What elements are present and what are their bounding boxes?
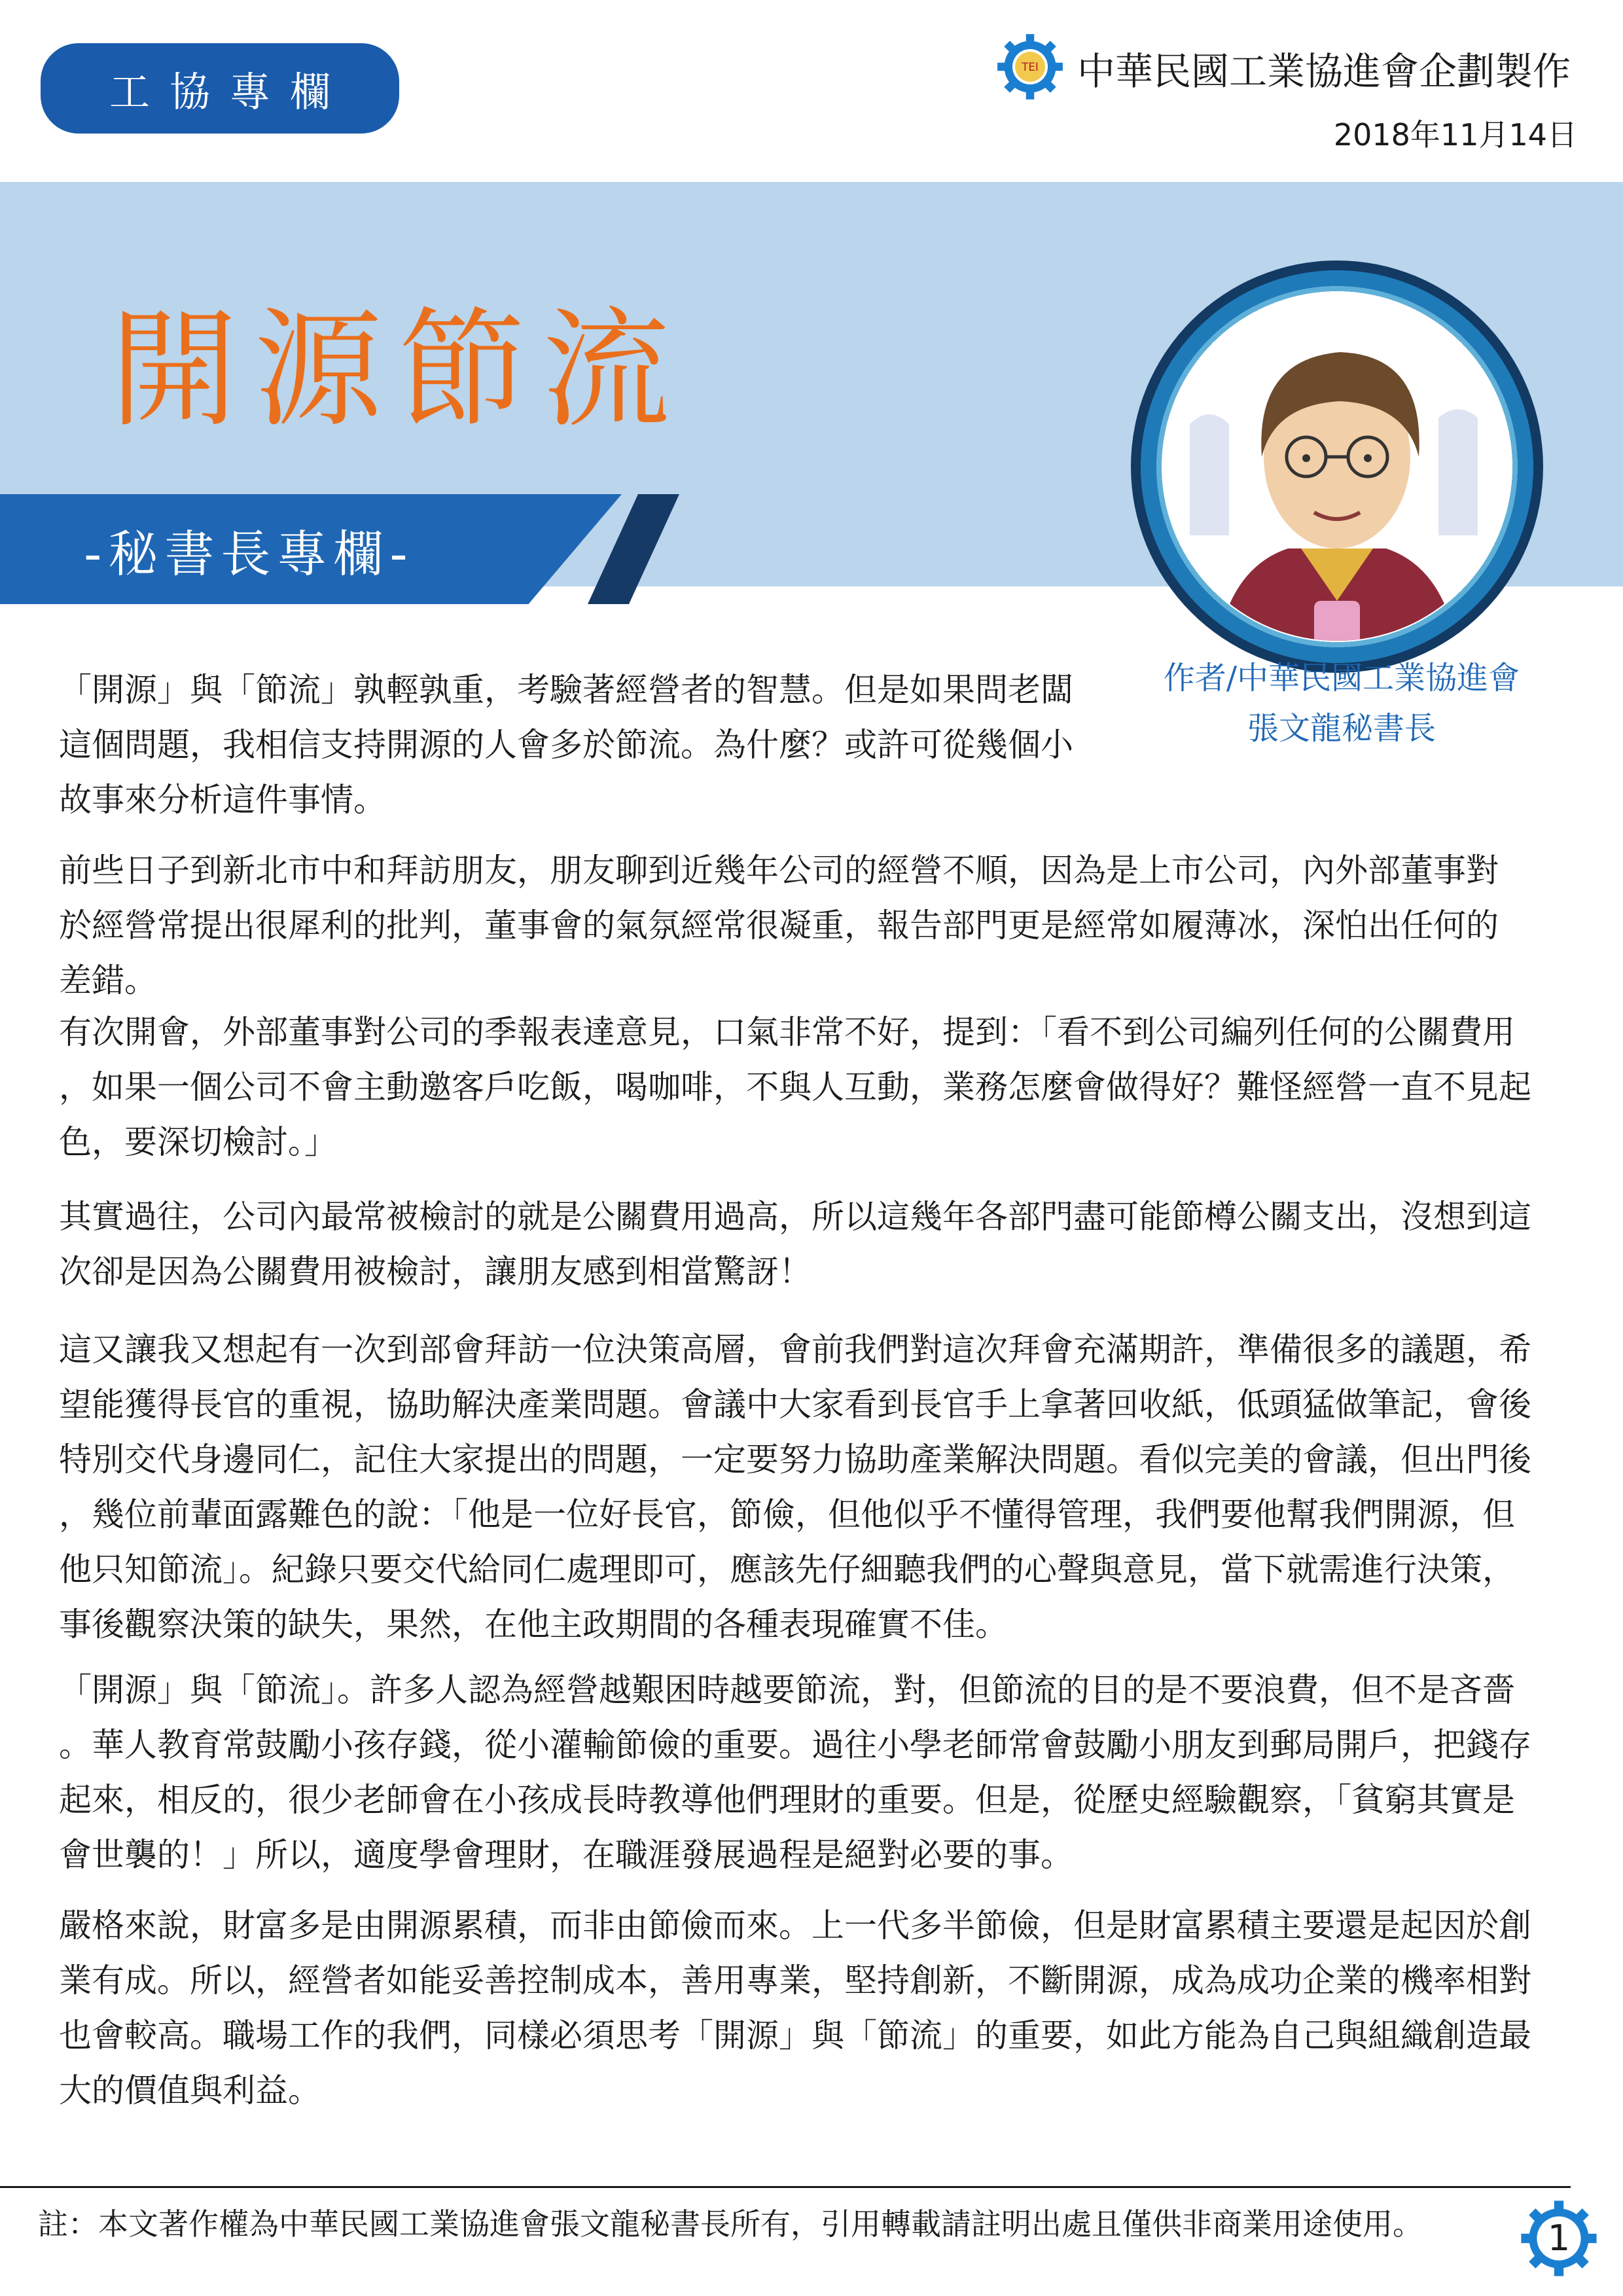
page-number: 1: [1547, 2217, 1571, 2259]
author-line-name: 張文龍秘書長: [1247, 709, 1436, 747]
org-name: 中華民國工業協進會企劃製作: [1077, 49, 1571, 94]
publish-date: 2018年11月14日: [1333, 117, 1577, 152]
column-tag: 工協專欄: [41, 43, 399, 134]
article-title: 開源節流: [110, 296, 687, 445]
paragraph: 這又讓我又想起有一次到部會拜訪一位決策高層，會前我們對這次拜會充滿期許，準備很多的議題，希 望能獲得長官的重視，協助解決產業問題。會議中大家看到長官手上拿著回收紙，低頭猛做筆記，會後 特別交代身邊同仁，記住大家提出的問題，一定要努力協助產業解決問題。看似完美的會議，但出門後 ，幾位前輩面露難色的說：「他是一位好長官，節儉，但他似乎不懂得管理，我們要他幫我們開源，但 他只知節流」。紀錄只要交代給同仁處理即可，應該先仔細聽我們的心聲與意見，當下就需進行決策， 事後觀察決策的缺失，果然，在他主政期間的各種表現確實不佳。: [59, 1331, 1531, 1643]
paragraph: 其實過往，公司內最常被檢討的就是公關費用過高，所以這幾年各部門盡可能節樽公關支出，沒想到這 次卻是因為公關費用被檢討，讓朋友感到相當驚訝！: [59, 1198, 1531, 1291]
caricature-illustration: [1131, 260, 1543, 673]
paragraph: 嚴格來說，財富多是由開源累積，而非由節儉而來。上一代多半節儉，但是財富累積主要還是起因於創 業有成。所以，經營者如能妥善控制成本，善用專業，堅持創新，不斷開源，成為成功企業的機率相對 也會較高。職場工作的我們，同樣必須思考「開源」與「節流」的重要，如此方能為自己與組織創造最 大的價值與利益。: [59, 1907, 1531, 2109]
author-line-org: 作者/中華民國工業協進會: [1163, 660, 1520, 696]
copyright-note: 註：本文著作權為中華民國工業協進會張文龍秘書長所有，引用轉載請註明出處且僅供非商業用途使用。: [38, 2206, 1423, 2242]
paragraph: 「開源」與「節流」。許多人認為經營越艱困時越要節流，對，但節流的目的是不要浪費，但不是吝嗇 。華人教育常鼓勵小孩存錢，從小灌輸節儉的重要。過往小學老師常會鼓勵小朋友到郵局開戶，把錢存 起來，相反的，很少老師會在小孩成長時教導他們理財的重要。但是，從歷史經驗觀察，「貧窮其實是 會世襲的！」所以，適度學會理財，在職涯發展過程是絕對必要的事。: [59, 1671, 1531, 1874]
logo-text: TEI: [1022, 61, 1039, 74]
author-portrait: [1131, 260, 1543, 673]
paragraph: 「開源」與「節流」孰輕孰重，考驗著經營者的智慧。但是如果問老闆 這個問題，我相信支持開源的人會多於節流。為什麼？或許可從幾個小 故事來分析這件事情。: [59, 671, 1073, 819]
paragraph: 前些日子到新北市中和拜訪朋友，朋友聊到近幾年公司的經營不順，因為是上市公司，內外部董事對 於經營常提出很犀利的批判，董事會的氣氛經常很凝重，報告部門更是經常如履薄冰，深怕出任何的 差錯。: [59, 852, 1499, 999]
gear-logo-icon: [996, 33, 1064, 101]
paragraph: 有次開會，外部董事對公司的季報表達意見，口氣非常不好，提到：「看不到公司編列任何的公關費用 ，如果一個公司不會主動邀客戶吃飯，喝咖啡，不與人互動，業務怎麼會做得好？難怪經營一直不見起 色，要深切檢討。」: [59, 1013, 1531, 1161]
author-credit: [1126, 653, 1558, 754]
footer-divider: [0, 2186, 1571, 2188]
column-subtitle: -秘書長專欄-: [84, 525, 414, 583]
